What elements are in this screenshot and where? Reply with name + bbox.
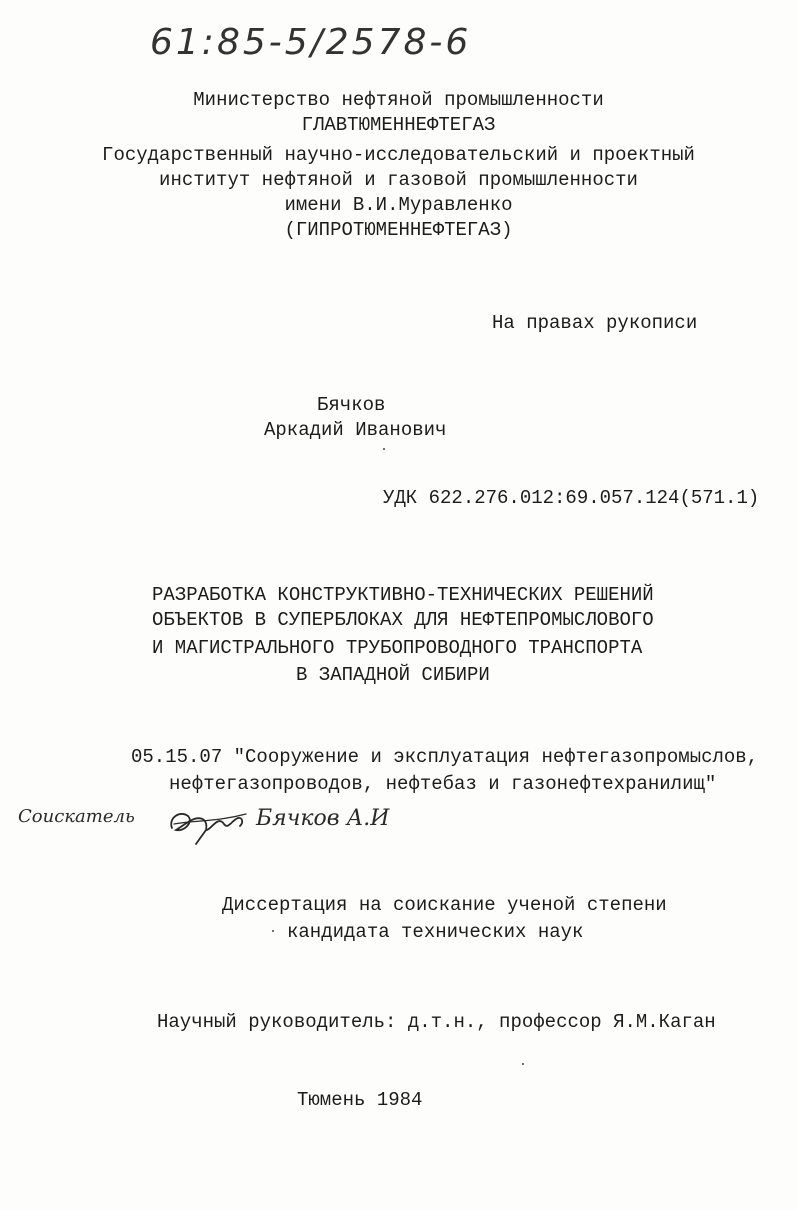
title-line-3: И МАГИСТРАЛЬНОГО ТРУБОПРОВОДНОГО ТРАНСПОРТА bbox=[152, 637, 643, 659]
degree-line-2: кандидата технических наук bbox=[287, 921, 584, 943]
archive-number: 61:85-5/2578-6 bbox=[150, 22, 472, 63]
specialty-line-2: нефтегазопроводов, нефтебаз и газонефтехранилищ" bbox=[169, 773, 717, 795]
degree-line-1: Диссертация на соискание ученой степени bbox=[222, 894, 667, 916]
ministry-line: Министерство нефтяной промышленности bbox=[193, 89, 604, 111]
manuscript-note: На правах рукописи bbox=[492, 312, 698, 334]
place-year: Тюмень 1984 bbox=[297, 1089, 423, 1111]
institute-line-3: имени В.И.Муравленко bbox=[284, 194, 513, 216]
title-line-4: В ЗАПАДНОЙ СИБИРИ bbox=[296, 664, 490, 686]
department-line: ГЛАВТЮМЕННЕФТЕГАЗ bbox=[301, 114, 496, 136]
author-surname: Бячков bbox=[317, 394, 386, 416]
signature-name: Бячков А.И bbox=[256, 806, 390, 831]
title-line-2: ОБЪЕКТОВ В СУПЕРБЛОКАХ ДЛЯ НЕФТЕПРОМЫСЛОВОГО bbox=[152, 609, 654, 631]
scan-speck bbox=[383, 448, 385, 450]
specialty-line-1: 05.15.07 "Сооружение и эксплуатация нефтегазопромыслов, bbox=[131, 746, 759, 768]
udc-code: УДК 622.276.012:69.057.124(571.1) bbox=[383, 487, 760, 509]
author-given-names: Аркадий Иванович bbox=[264, 419, 447, 441]
supervisor-line: Научный руководитель: д.т.н., профессор Я.М.Каган bbox=[157, 1011, 716, 1033]
signature-label: Соискатель bbox=[18, 806, 135, 827]
scan-speck bbox=[522, 1063, 524, 1065]
scan-speck bbox=[272, 930, 274, 932]
signature-scribble-icon bbox=[166, 800, 250, 846]
title-line-1: РАЗРАБОТКА КОНСТРУКТИВНО-ТЕХНИЧЕСКИХ РЕШЕНИЙ bbox=[152, 584, 654, 606]
institute-line-2: институт нефтяной и газовой промышленности bbox=[159, 169, 638, 191]
institute-line-1: Государственный научно-исследовательский и проектный bbox=[102, 144, 695, 166]
institute-abbreviation: (ГИПРОТЮМЕННЕФТЕГАЗ) bbox=[284, 219, 513, 241]
